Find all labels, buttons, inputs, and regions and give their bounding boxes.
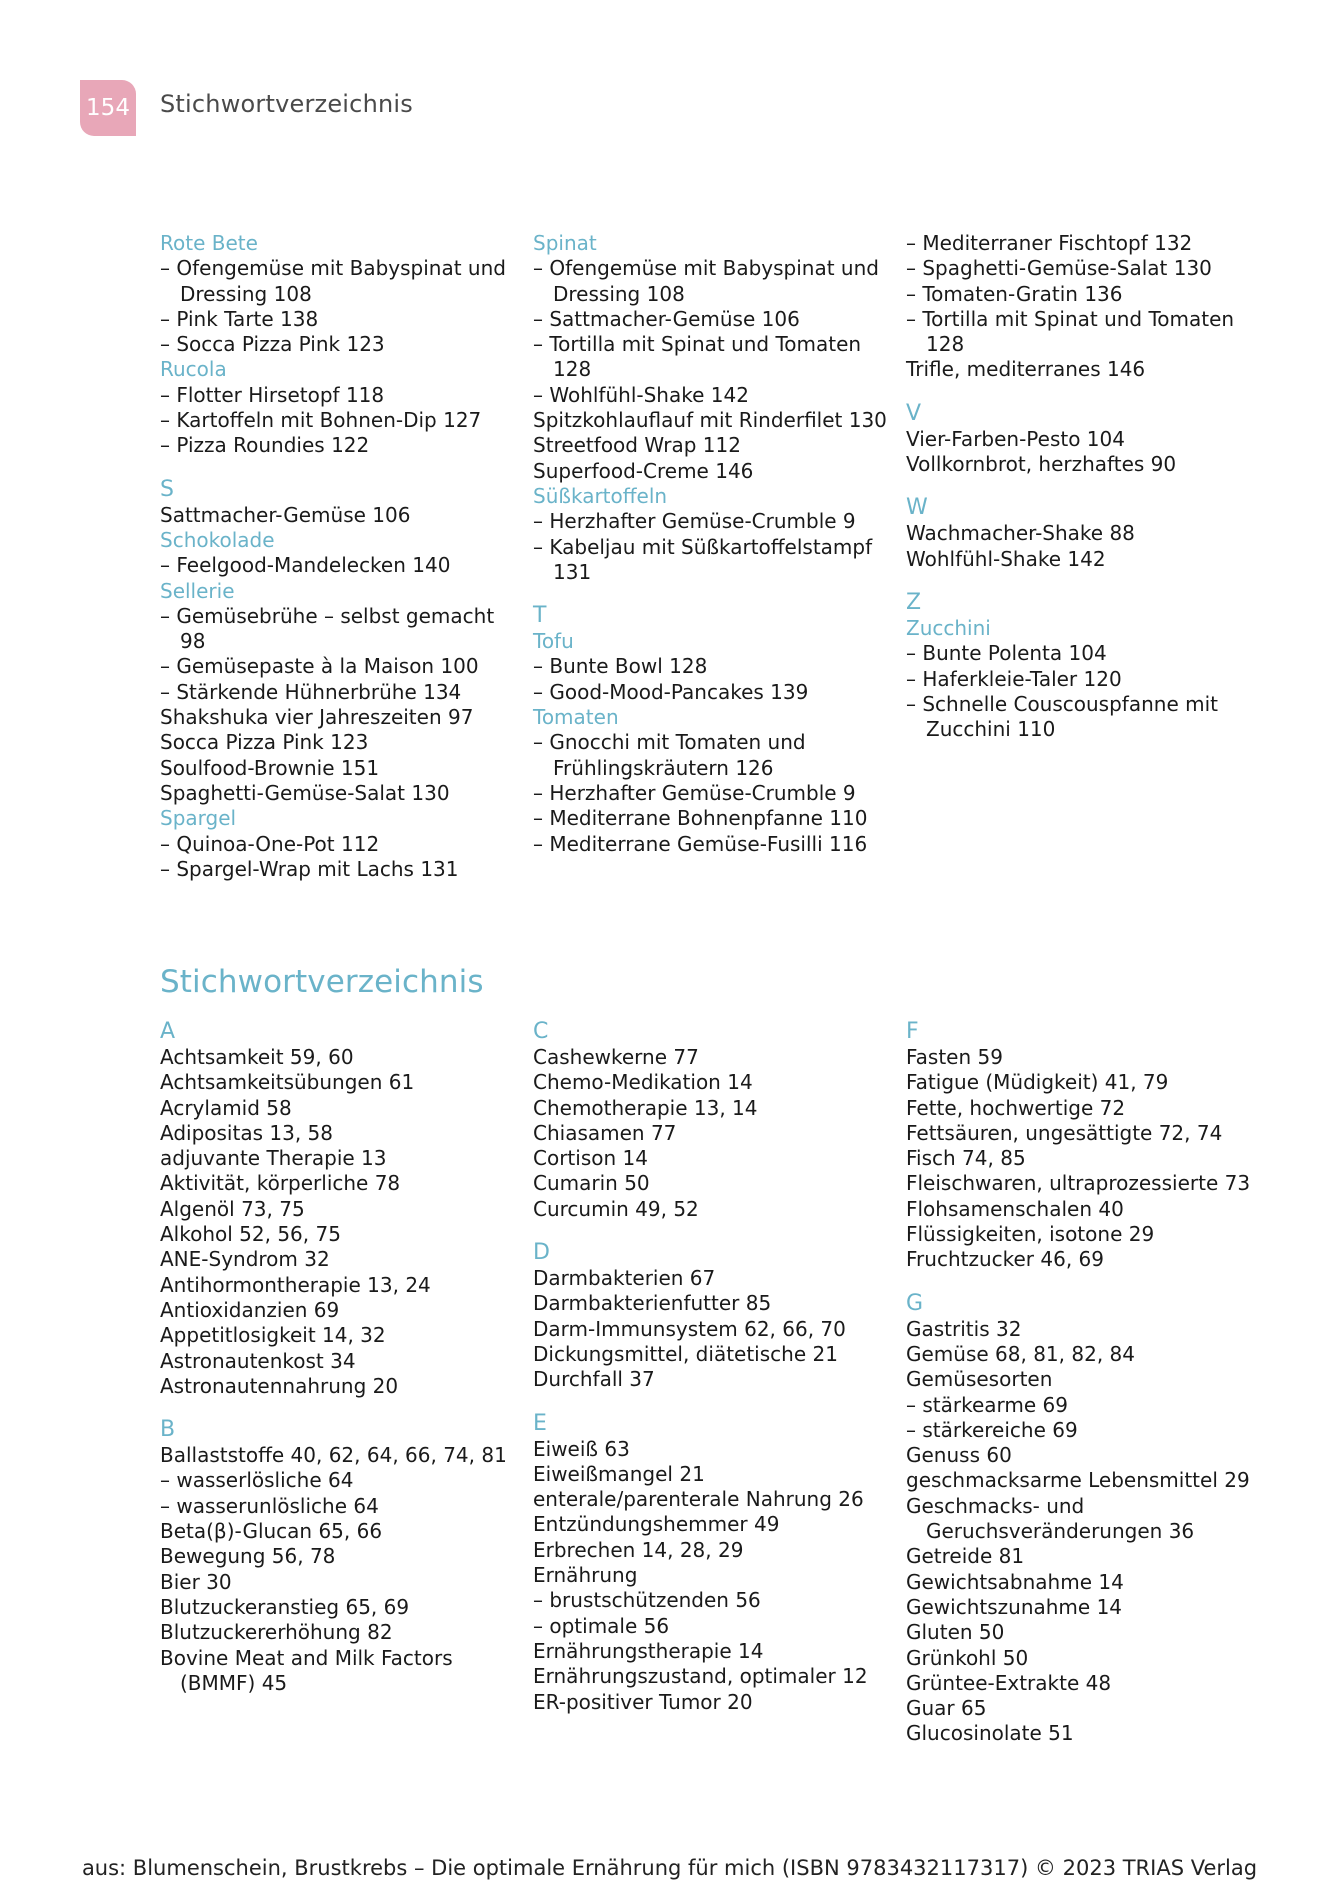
index-subentry: – Herzhafter Gemüse-Crumble 9 <box>533 509 856 534</box>
index-letter-heading: W <box>906 495 928 521</box>
index-letter-heading: B <box>160 1417 176 1443</box>
index-entry: Darm-Immunsystem 62, 66, 70 <box>533 1316 846 1341</box>
index-subentry: – Haferkleie-Taler 120 <box>906 666 1122 691</box>
index-entry: Antihormontherapie 13, 24 <box>160 1272 431 1297</box>
index-entry: Bier 30 <box>160 1569 232 1594</box>
index-entry: Blutzuckererhöhung 82 <box>160 1620 393 1645</box>
index-entry: Spitzkohlauflauf mit Rinderfilet 130 <box>533 408 887 433</box>
index-entry: Bovine Meat and Milk Factors (BMMF) 45 <box>160 1645 453 1695</box>
index-subentry: – Bunte Bowl 128 <box>533 654 708 679</box>
index-entry: Sattmacher-Gemüse 106 <box>160 502 411 527</box>
index-entry: Shakshuka vier Jahreszeiten 97 <box>160 705 474 730</box>
index-letter-heading: F <box>906 1019 919 1044</box>
index-entry: adjuvante Therapie 13 <box>160 1146 387 1171</box>
index-entry: Guar 65 <box>906 1696 987 1721</box>
index-entry: Aktivität, körperliche 78 <box>160 1171 401 1196</box>
index-entry: Appetitlosigkeit 14, 32 <box>160 1323 386 1348</box>
running-header-title: Stichwortverzeichnis <box>160 90 413 118</box>
index-entry: Alkohol 52, 56, 75 <box>160 1222 341 1247</box>
index-entry: ER-positiver Tumor 20 <box>533 1689 753 1714</box>
index-entry: Wohlfühl-Shake 142 <box>906 546 1106 571</box>
index-subentry: – Schnelle Couscouspfanne mit Zucchini 110 <box>906 691 1218 742</box>
index-entry: Cortison 14 <box>533 1146 648 1171</box>
index-entry: Fruchtzucker 46, 69 <box>906 1247 1104 1272</box>
keyword-index-column-1 <box>160 1019 520 1696</box>
index-entry: Achtsamkeitsübungen 61 <box>160 1070 415 1095</box>
index-subentry: – Mediterrane Gemüse-Fusilli 116 <box>533 831 868 856</box>
index-subentry: – Wohlfühl-Shake 142 <box>533 382 749 407</box>
index-subentry: – Socca Pizza Pink 123 <box>160 332 385 357</box>
index-entry: Glucosinolate 51 <box>906 1721 1074 1746</box>
index-entry: Beta(β)-Glucan 65, 66 <box>160 1519 383 1544</box>
index-subentry: – Bunte Polenta 104 <box>906 641 1107 666</box>
index-subentry: – stärkereiche 69 <box>906 1417 1078 1442</box>
index-subheading: Schokolade <box>160 527 275 552</box>
page-number-badge: 154 <box>80 80 136 136</box>
index-entry: Dickungsmittel, diätetische 21 <box>533 1341 838 1366</box>
index-subentry: – Gnocchi mit Tomaten und Frühlingskräutern 126 <box>533 730 806 780</box>
keyword-index-column-3 <box>906 1019 1266 1747</box>
index-letter-heading: G <box>906 1290 924 1316</box>
index-entry: Fasten 59 <box>906 1045 1003 1069</box>
index-entry: Vier-Farben-Pesto 104 <box>906 426 1125 451</box>
index-letter-heading: S <box>160 476 174 502</box>
index-entry: Fette, hochwertige 72 <box>906 1095 1126 1120</box>
index-entry: Spaghetti-Gemüse-Salat 130 <box>160 780 450 805</box>
index-subentry: – Ofengemüse mit Babyspinat und Dressing 108 <box>533 256 879 306</box>
index-entry: Ernährung <box>533 1563 638 1588</box>
index-subentry: – wasserlösliche 64 <box>160 1468 354 1493</box>
index-entry: Gewichtszunahme 14 <box>906 1594 1123 1619</box>
keyword-index-title: Stichwortverzeichnis <box>160 964 484 1000</box>
index-entry: Astronautennahrung 20 <box>160 1373 399 1398</box>
index-entry: Acrylamid 58 <box>160 1095 292 1120</box>
index-subentry: – Good-Mood-Pancakes 139 <box>533 679 809 704</box>
recipe-index-column-1 <box>160 231 520 882</box>
footer-source-line: aus: Blumenschein, Brustkrebs – Die optimale Ernährung für mich (ISBN 9783432117317) © 2023 TRIAS Verlag <box>81 1856 1258 1880</box>
index-subentry: – Ofengemüse mit Babyspinat und Dressing 108 <box>160 256 506 306</box>
index-letter-heading: E <box>533 1410 547 1436</box>
index-entry: Ernährungstherapie 14 <box>533 1638 764 1663</box>
index-subentry: – optimale 56 <box>533 1613 670 1638</box>
index-entry: Bewegung 56, 78 <box>160 1544 336 1569</box>
index-subheading: Spinat <box>533 231 597 255</box>
index-entry: Gluten 50 <box>906 1620 1005 1645</box>
keyword-index-column-2 <box>533 1019 893 1715</box>
index-entry: Astronautenkost 34 <box>160 1348 356 1373</box>
index-entry: Gemüse 68, 81, 82, 84 <box>906 1341 1135 1366</box>
index-letter-heading: D <box>533 1240 550 1266</box>
index-subheading: Tomaten <box>533 705 619 730</box>
index-subentry: – Spaghetti-Gemüse-Salat 130 <box>906 256 1212 281</box>
index-entry: Curcumin 49, 52 <box>533 1196 699 1221</box>
index-entry: geschmacksarme Lebensmittel 29 <box>906 1468 1250 1493</box>
index-entry: Fisch 74, 85 <box>906 1146 1026 1171</box>
index-subentry: – brustschützenden 56 <box>533 1588 761 1613</box>
index-subheading: Spargel <box>160 806 237 831</box>
index-entry: Adipositas 13, 58 <box>160 1120 333 1145</box>
index-subentry: – Gemüsepaste à la Maison 100 <box>160 654 479 679</box>
index-subentry: – Tortilla mit Spinat und Tomaten 128 <box>533 332 862 382</box>
index-subentry: – Kabeljau mit Süßkartoffelstampf 131 <box>533 534 873 584</box>
index-entry: Flohsamenschalen 40 <box>906 1196 1124 1221</box>
index-entry: Antioxidanzien 69 <box>160 1297 340 1322</box>
index-entry: Chemotherapie 13, 14 <box>533 1095 758 1120</box>
index-subentry: – Pizza Roundies 122 <box>160 433 370 458</box>
index-entry: Cumarin 50 <box>533 1171 650 1196</box>
index-entry: Gastritis 32 <box>906 1316 1022 1341</box>
index-entry: Entzündungshemmer 49 <box>533 1512 780 1537</box>
index-subentry: – Spargel-Wrap mit Lachs 131 <box>160 856 459 881</box>
index-entry: Eiweißmangel 21 <box>533 1461 705 1486</box>
index-subentry: – Stärkende Hühnerbrühe 134 <box>160 679 462 704</box>
index-letter-heading: V <box>906 400 922 426</box>
index-entry: Genuss 60 <box>906 1443 1012 1468</box>
index-entry: Cashewkerne 77 <box>533 1045 699 1069</box>
index-subentry: – Tomaten-Gratin 136 <box>906 281 1123 306</box>
index-subentry: – Mediterraner Fischtopf 132 <box>906 231 1193 255</box>
index-subheading: Rucola <box>160 357 227 382</box>
index-entry: Superfood-Creme 146 <box>533 458 754 483</box>
index-letter-heading: T <box>533 603 547 629</box>
index-entry: Durchfall 37 <box>533 1367 655 1392</box>
index-entry: Vollkornbrot, herzhaftes 90 <box>906 452 1177 477</box>
index-entry: Darmbakterienfutter 85 <box>533 1291 772 1316</box>
index-subentry: – Tortilla mit Spinat und Tomaten 128 <box>906 306 1235 357</box>
index-subheading: Sellerie <box>160 578 235 603</box>
index-subentry: – Kartoffeln mit Bohnen-Dip 127 <box>160 408 482 433</box>
index-entry: Fleischwaren, ultraprozessierte 73 <box>906 1171 1251 1196</box>
index-entry: Chemo-Medikation 14 <box>533 1070 753 1095</box>
index-subheading: Zucchini <box>906 615 991 640</box>
recipe-index-column-2 <box>533 231 893 857</box>
index-subheading: Rote Bete <box>160 231 258 255</box>
index-letter-heading: Z <box>906 589 922 615</box>
index-entry: Grüntee-Extrakte 48 <box>906 1670 1112 1695</box>
index-entry: enterale/parenterale Nahrung 26 <box>533 1487 864 1512</box>
index-subentry: – Quinoa-One-Pot 112 <box>160 831 380 856</box>
index-entry: Darmbakterien 67 <box>533 1266 716 1291</box>
index-entry: Gewichtsabnahme 14 <box>906 1569 1124 1594</box>
index-subheading: Tofu <box>533 629 574 654</box>
index-entry: Wachmacher-Shake 88 <box>906 521 1135 546</box>
index-entry: Achtsamkeit 59, 60 <box>160 1045 354 1069</box>
index-subentry: – wasserunlösliche 64 <box>160 1493 379 1518</box>
index-subentry: – Herzhafter Gemüse-Crumble 9 <box>533 780 856 805</box>
index-subentry: – Pink Tarte 138 <box>160 306 319 331</box>
index-letter-heading: A <box>160 1019 176 1044</box>
index-entry: Flüssigkeiten, isotone 29 <box>906 1222 1155 1247</box>
index-subheading: Süßkartoffeln <box>533 483 668 508</box>
index-entry: Algenöl 73, 75 <box>160 1196 305 1221</box>
index-subentry: – Flotter Hirsetopf 118 <box>160 382 385 407</box>
index-entry: Erbrechen 14, 28, 29 <box>533 1537 744 1562</box>
index-entry: Streetfood Wrap 112 <box>533 433 741 458</box>
index-entry: Gemüsesorten <box>906 1367 1053 1392</box>
index-entry: Grünkohl 50 <box>906 1645 1029 1670</box>
index-subentry: – Feelgood-Mandelecken 140 <box>160 553 451 578</box>
index-subentry: – Gemüsebrühe – selbst gemacht 98 <box>160 603 495 654</box>
recipe-index-column-3 <box>906 231 1266 742</box>
index-entry: Trifle, mediterranes 146 <box>906 357 1146 382</box>
index-entry: Ballaststoffe 40, 62, 64, 66, 74, 81 <box>160 1443 507 1468</box>
index-entry: Soulfood-Brownie 151 <box>160 755 380 780</box>
index-entry: Ernährungszustand, optimaler 12 <box>533 1664 868 1689</box>
index-subentry: – stärkearme 69 <box>906 1392 1068 1417</box>
index-entry: Chiasamen 77 <box>533 1120 677 1145</box>
index-entry: Geschmacks- und Geruchsveränderungen 36 <box>906 1493 1195 1544</box>
index-subentry: – Mediterrane Bohnenpfanne 110 <box>533 806 868 831</box>
index-entry: Getreide 81 <box>906 1544 1025 1569</box>
index-letter-heading: C <box>533 1019 549 1044</box>
index-entry: Fettsäuren, ungesättigte 72, 74 <box>906 1120 1223 1145</box>
index-entry: ANE-Syndrom 32 <box>160 1247 330 1272</box>
index-subentry: – Sattmacher-Gemüse 106 <box>533 306 800 331</box>
index-entry: Fatigue (Müdigkeit) 41, 79 <box>906 1070 1169 1095</box>
index-entry: Socca Pizza Pink 123 <box>160 730 369 755</box>
index-entry: Blutzuckeranstieg 65, 69 <box>160 1594 410 1619</box>
index-entry: Eiweiß 63 <box>533 1436 630 1461</box>
